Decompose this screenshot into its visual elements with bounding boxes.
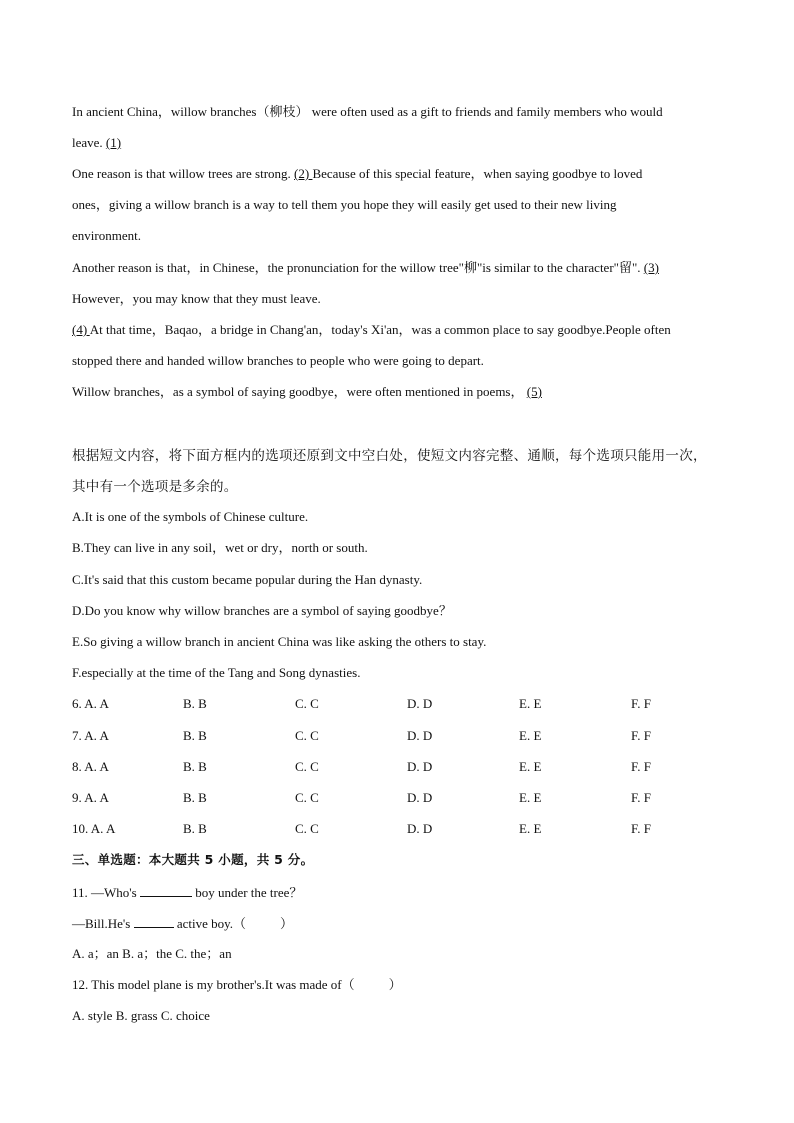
question-6-choices (72, 696, 712, 712)
passage-line-3: One reason is that willow trees are strong. (2) Because of this special feature，when saying goodbye to loved (72, 166, 643, 181)
choice-a[interactable]: 9. A. A (72, 790, 109, 805)
choice-c[interactable]: C. C (295, 821, 319, 836)
choice-b[interactable]: B. B (183, 790, 207, 805)
choice-f[interactable]: F. F (631, 759, 651, 774)
option-f: F.especially at the time of the Tang and Song dynasties. (72, 665, 361, 680)
blank-4: (4) (72, 322, 90, 337)
choice-e[interactable]: E. E (519, 728, 542, 743)
choice-d[interactable]: D. D (407, 728, 433, 743)
question-10-choices (72, 821, 712, 837)
blank-3: (3) (643, 260, 659, 275)
option-b: B.They can live in any soil，wet or dry，north or south. (72, 540, 368, 555)
passage-line-5: environment. (72, 228, 141, 243)
choice-f[interactable]: F. F (631, 696, 651, 711)
choice-c[interactable]: C. C (295, 759, 319, 774)
passage-line-7: However，you may know that they must leave. (72, 291, 321, 306)
choice-a[interactable]: 8. A. A (72, 759, 109, 774)
question-11-options: A. a；an B. a；the C. the；an (72, 946, 232, 961)
choice-f[interactable]: F. F (631, 790, 651, 805)
question-11-line-1: 11. —Who's boy under the tree？ (72, 885, 303, 900)
choice-a[interactable]: 6. A. A (72, 696, 109, 711)
answer-gap (140, 884, 192, 897)
passage-line-8: (4) At that time，Baqao，a bridge in Chang'an，today's Xi'an，was a common place to say goodbye.People often (72, 322, 671, 337)
choice-c[interactable]: C. C (295, 696, 319, 711)
passage-line-4: ones，giving a willow branch is a way to tell them you hope they will easily get used to their new living (72, 197, 617, 212)
section-3-heading: 三、单选题：本大题共 5 小题，共 5 分。 (72, 852, 314, 867)
choice-b[interactable]: B. B (183, 696, 207, 711)
choice-b[interactable]: B. B (183, 759, 207, 774)
choice-d[interactable]: D. D (407, 790, 433, 805)
choice-e[interactable]: E. E (519, 696, 542, 711)
choice-e[interactable]: E. E (519, 759, 542, 774)
passage-line-10: Willow branches，as a symbol of saying goodbye，were often mentioned in poems， (5) (72, 384, 542, 399)
option-a: A.It is one of the symbols of Chinese culture. (72, 509, 309, 524)
question-12-options: A. style B. grass C. choice (72, 1008, 210, 1023)
choice-a[interactable]: 7. A. A (72, 728, 109, 743)
choice-d[interactable]: D. D (407, 821, 433, 836)
question-8-choices (72, 759, 712, 775)
question-11-line-2: —Bill.He's active boy.（ ） (72, 916, 294, 931)
instructions-line-1: 根据短文内容，将下面方框内的选项还原到文中空白处，使短文内容完整、通顺，每个选项只能用一次， (72, 448, 707, 464)
choice-d[interactable]: D. D (407, 696, 433, 711)
question-12-line-1: 12. This model plane is my brother's.It was made of（ ） (72, 977, 402, 992)
passage-line-6: Another reason is that，in Chinese，the pronunciation for the willow tree"柳"is similar to the character"留". (3) (72, 260, 659, 275)
choice-f[interactable]: F. F (631, 728, 651, 743)
choice-f[interactable]: F. F (631, 821, 651, 836)
choice-a[interactable]: 10. A. A (72, 821, 116, 836)
choice-e[interactable]: E. E (519, 821, 542, 836)
choice-d[interactable]: D. D (407, 759, 433, 774)
passage-line-9: stopped there and handed willow branches to people who were going to depart. (72, 353, 484, 368)
choice-e[interactable]: E. E (519, 790, 542, 805)
blank-5: (5) (526, 384, 542, 399)
passage-line-1: In ancient China，willow branches（柳枝） were often used as a gift to friends and family members who would (72, 104, 663, 119)
instructions-line-2: 其中有一个选项是多余的。 (72, 479, 238, 495)
choice-b[interactable]: B. B (183, 821, 207, 836)
option-c: C.It's said that this custom became popular during the Han dynasty. (72, 572, 423, 587)
question-9-choices (72, 790, 712, 806)
choice-c[interactable]: C. C (295, 790, 319, 805)
answer-gap (134, 915, 174, 928)
option-d: D.Do you know why willow branches are a symbol of saying goodbye？ (72, 603, 452, 618)
question-7-choices (72, 728, 712, 744)
blank-2: (2) (294, 166, 313, 181)
choice-b[interactable]: B. B (183, 728, 207, 743)
blank-1: (1) (105, 135, 122, 150)
choice-c[interactable]: C. C (295, 728, 319, 743)
passage-line-2: leave. (1) (72, 135, 122, 150)
option-e: E.So giving a willow branch in ancient China was like asking the others to stay. (72, 634, 487, 649)
